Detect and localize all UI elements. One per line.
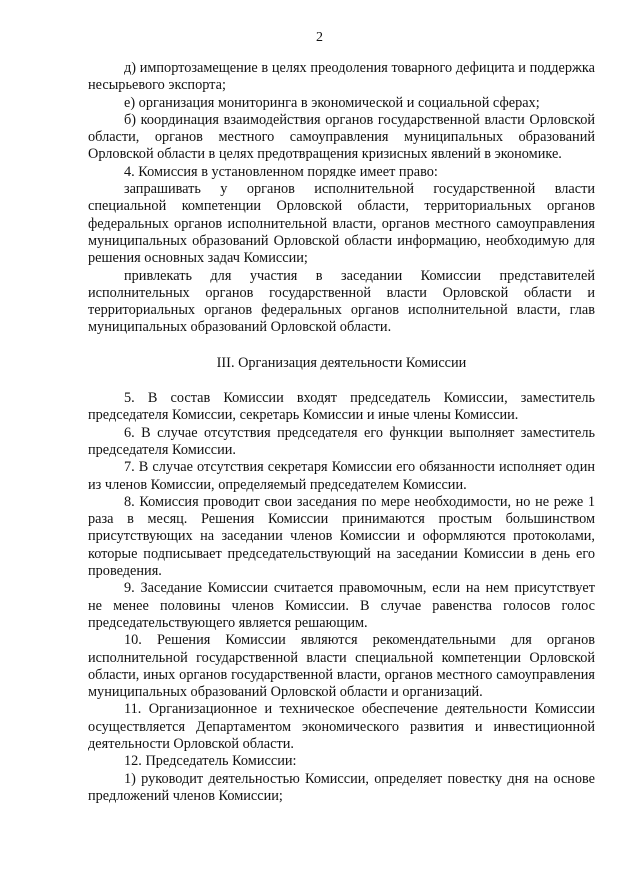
paragraph-5: 5. В состав Комиссии входят председатель Комиссии, заместитель председателя Комиссии, секретарь Комиссии и иные члены Комиссии. [88,390,595,424]
paragraph-12: 12. Председатель Комиссии: [124,753,297,770]
page-number: 2 [316,30,323,45]
paragraph-6: 6. В случае отсутствия председателя его функции выполняет заместитель председателя Комиссии. [88,424,595,458]
paragraph-11: 11. Организационное и техническое обеспечение деятельности Комиссии осуществляется Департаментом экономического развития и инвестиционной деятельности Орловской области. [88,701,595,752]
paragraph-item-b: б) координация взаимодействия органов государственной власти Орловской области, органов местного самоуправления муниципальных образований Орловской области в целях предотвращения кризисных явлений в экономике. [88,111,595,163]
paragraph-item-e: е) организация мониторинга в экономической и социальной сферах; [124,94,540,111]
paragraph-10: 10. Решения Комиссии являются рекомендательными для органов исполнительной государственной власти специальной компетенции Орловской области, иных органов государственной власти, органов местного самоуправления муниципальных образований Орловской области и организаций. [88,632,595,701]
section-heading: III. Организация деятельности Комиссии [216,354,467,371]
paragraph-12-item-1: 1) руководит деятельностью Комиссии, определяет повестку дня на основе предложений членов Комиссии; [88,770,595,804]
paragraph-9: 9. Заседание Комиссии считается правомочным, если на нем присутствует не менее половины членов Комиссии. В случае равенства голосов голос председательствующего является решающим. [88,580,595,631]
paragraph-request-info: запрашивать у органов исполнительной государственной власти специальной компетенции Орловской области, территориальных органов федеральных органов исполнительной власти, органов местного самоуправления муниципальных образований Орловской области информацию, необходимую для решения основных задач Комиссии; [88,181,595,267]
paragraph-8: 8. Комиссия проводит свои заседания по мере необходимости, но не реже 1 раза в месяц. Решения Комиссии принимаются простым большинством присутствующих на заседании членов Комиссии и оформляются протоколами, которые подписывает председательствующий на заседании Комиссии в день его проведения. [88,493,595,580]
paragraph-item-d: д) импортозамещение в целях преодоления товарного дефицита и поддержка несырьевого экспорта; [88,60,595,94]
paragraph-4: 4. Комиссия в установленном порядке имеет право: [124,163,438,180]
paragraph-7: 7. В случае отсутствия секретаря Комиссии его обязанности исполняет один из членов Комиссии, определяемый председателем Комиссии. [88,459,595,493]
paragraph-invite-representatives: привлекать для участия в заседании Комиссии представителей исполнительных органов государственной власти Орловской области и территориальных органов федеральных органов исполнительной власти, глав муниципальных образований Орловской области. [88,267,595,336]
document-body [88,60,595,805]
